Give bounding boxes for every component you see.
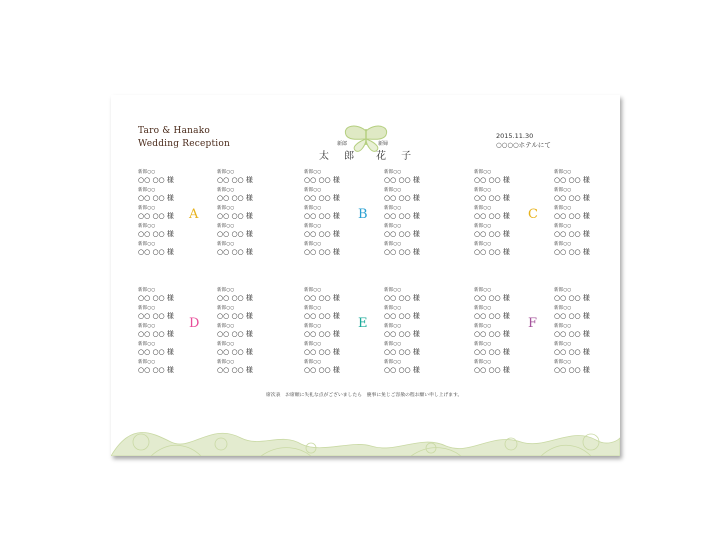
- guest-entry: [217, 188, 277, 205]
- guest-title: 新郎○○: [554, 170, 572, 175]
- guest-entry: [217, 170, 277, 187]
- guest-title: 新郎○○: [304, 342, 322, 347]
- guest-title: 新郎○○: [304, 170, 322, 175]
- table-label: B: [358, 207, 368, 222]
- guest-entry: [474, 288, 534, 305]
- guest-title: 新郎○○: [138, 188, 156, 193]
- guest-entry: [384, 306, 444, 323]
- guest-title: 新郎○○: [474, 342, 492, 347]
- guest-entry: [384, 360, 444, 377]
- guest-entry: [384, 170, 444, 187]
- guest-entry: [474, 170, 534, 187]
- guest-name: ○○ ○○ 様: [217, 248, 253, 256]
- guest-name: ○○ ○○ 様: [474, 230, 510, 238]
- guest-title: 新郎○○: [217, 188, 235, 193]
- guest-name: ○○ ○○ 様: [384, 294, 420, 302]
- guest-title: 新郎○○: [217, 288, 235, 293]
- guest-name: ○○ ○○ 様: [384, 194, 420, 202]
- guest-name: ○○ ○○ 様: [217, 194, 253, 202]
- guest-name: ○○ ○○ 様: [304, 366, 340, 374]
- guest-entry: [304, 306, 364, 323]
- guest-title: 新郎○○: [384, 170, 402, 175]
- guest-entry: [384, 188, 444, 205]
- guest-name: ○○ ○○ 様: [474, 348, 510, 356]
- guest-entry: [304, 324, 364, 341]
- guest-title: 新郎○○: [474, 242, 492, 247]
- guest-entry: [384, 206, 444, 223]
- guest-title: 新郎○○: [138, 324, 156, 329]
- guest-entry: [554, 342, 614, 359]
- guest-title: 新郎○○: [304, 324, 322, 329]
- reception-title: Wedding Reception: [138, 139, 231, 149]
- guest-name: ○○ ○○ 様: [554, 348, 590, 356]
- table-label: D: [189, 316, 200, 331]
- guest-entry: [554, 288, 614, 305]
- guest-title: 新郎○○: [384, 188, 402, 193]
- guest-title: 新郎○○: [304, 288, 322, 293]
- guest-title: 新郎○○: [474, 224, 492, 229]
- guest-entry: [474, 224, 534, 241]
- guest-title: 新郎○○: [217, 342, 235, 347]
- guest-name: ○○ ○○ 様: [304, 348, 340, 356]
- guest-entry: [138, 360, 198, 377]
- guest-title: 新郎○○: [138, 206, 156, 211]
- guest-name: ○○ ○○ 様: [554, 194, 590, 202]
- guest-title: 新郎○○: [384, 360, 402, 365]
- guest-entry: [554, 224, 614, 241]
- bride-role: 新婦: [378, 141, 389, 147]
- table-label: A: [189, 207, 199, 222]
- guest-entry: [554, 360, 614, 377]
- guest-title: 新郎○○: [138, 360, 156, 365]
- guest-title: 新郎○○: [138, 224, 156, 229]
- guest-entry: [217, 306, 277, 323]
- guest-title: 新郎○○: [474, 170, 492, 175]
- footer-notice: 席次表 お席順に失礼な点がございましたら 慶事に免じご容赦の程お願い申し上げます。: [266, 393, 463, 398]
- guest-entry: [138, 242, 198, 259]
- guest-title: 新郎○○: [384, 206, 402, 211]
- guest-name: ○○ ○○ 様: [474, 330, 510, 338]
- guest-entry: [384, 242, 444, 259]
- guest-name: ○○ ○○ 様: [138, 194, 174, 202]
- guest-entry: [304, 206, 364, 223]
- bride-name: 花 子: [376, 151, 418, 162]
- guest-name: ○○ ○○ 様: [474, 312, 510, 320]
- guest-name: ○○ ○○ 様: [554, 230, 590, 238]
- guest-entry: [217, 360, 277, 377]
- guest-name: ○○ ○○ 様: [304, 248, 340, 256]
- guest-entry: [217, 342, 277, 359]
- guest-name: ○○ ○○ 様: [217, 312, 253, 320]
- guest-name: ○○ ○○ 様: [384, 176, 420, 184]
- guest-entry: [474, 360, 534, 377]
- guest-entry: [554, 188, 614, 205]
- guest-name: ○○ ○○ 様: [304, 230, 340, 238]
- guest-entry: [217, 324, 277, 341]
- guest-name: ○○ ○○ 様: [474, 294, 510, 302]
- guest-entry: [474, 306, 534, 323]
- guest-title: 新郎○○: [138, 306, 156, 311]
- guest-title: 新郎○○: [474, 306, 492, 311]
- event-date: 2015.11.30: [496, 132, 534, 140]
- guest-entry: [217, 224, 277, 241]
- guest-name: ○○ ○○ 様: [384, 230, 420, 238]
- guest-name: ○○ ○○ 様: [138, 366, 174, 374]
- guest-name: ○○ ○○ 様: [474, 194, 510, 202]
- table-label: C: [528, 207, 538, 222]
- guest-name: ○○ ○○ 様: [384, 366, 420, 374]
- guest-entry: [554, 242, 614, 259]
- guest-title: 新郎○○: [554, 324, 572, 329]
- guest-entry: [304, 360, 364, 377]
- guest-entry: [138, 170, 198, 187]
- guest-entry: [304, 188, 364, 205]
- couple-names: Taro & Hanako: [138, 126, 210, 136]
- guest-title: 新郎○○: [217, 224, 235, 229]
- guest-title: 新郎○○: [474, 360, 492, 365]
- guest-name: ○○ ○○ 様: [217, 212, 253, 220]
- guest-entry: [384, 224, 444, 241]
- guest-name: ○○ ○○ 様: [304, 176, 340, 184]
- guest-name: ○○ ○○ 様: [384, 348, 420, 356]
- guest-entry: [554, 170, 614, 187]
- guest-entry: [554, 306, 614, 323]
- guest-entry: [384, 324, 444, 341]
- guest-name: ○○ ○○ 様: [138, 212, 174, 220]
- guest-entry: [304, 224, 364, 241]
- couple-title: [138, 125, 230, 151]
- guest-name: ○○ ○○ 様: [384, 330, 420, 338]
- guest-name: ○○ ○○ 様: [217, 348, 253, 356]
- guest-name: ○○ ○○ 様: [304, 194, 340, 202]
- guest-name: ○○ ○○ 様: [138, 312, 174, 320]
- guest-title: 新郎○○: [138, 242, 156, 247]
- guest-name: ○○ ○○ 様: [554, 176, 590, 184]
- guest-entry: [217, 206, 277, 223]
- guest-title: 新郎○○: [217, 170, 235, 175]
- guest-name: ○○ ○○ 様: [554, 312, 590, 320]
- guest-name: ○○ ○○ 様: [138, 248, 174, 256]
- guest-title: 新郎○○: [474, 206, 492, 211]
- guest-title: 新郎○○: [474, 288, 492, 293]
- guest-entry: [474, 206, 534, 223]
- guest-title: 新郎○○: [217, 206, 235, 211]
- guest-title: 新郎○○: [384, 288, 402, 293]
- guest-title: 新郎○○: [474, 188, 492, 193]
- guest-title: 新郎○○: [138, 288, 156, 293]
- guest-name: ○○ ○○ 様: [138, 230, 174, 238]
- guest-title: 新郎○○: [554, 288, 572, 293]
- event-venue: ○○○○ホテルにて: [496, 141, 551, 149]
- guest-name: ○○ ○○ 様: [217, 294, 253, 302]
- guest-title: 新郎○○: [304, 188, 322, 193]
- guest-entry: [554, 206, 614, 223]
- guest-name: ○○ ○○ 様: [304, 312, 340, 320]
- guest-name: ○○ ○○ 様: [384, 248, 420, 256]
- guest-name: ○○ ○○ 様: [554, 330, 590, 338]
- guest-entry: [474, 324, 534, 341]
- guest-name: ○○ ○○ 様: [304, 330, 340, 338]
- guest-name: ○○ ○○ 様: [474, 176, 510, 184]
- guest-title: 新郎○○: [217, 324, 235, 329]
- guest-title: 新郎○○: [554, 188, 572, 193]
- guest-name: ○○ ○○ 様: [138, 330, 174, 338]
- guest-name: ○○ ○○ 様: [217, 330, 253, 338]
- guest-entry: [384, 342, 444, 359]
- guest-title: 新郎○○: [384, 324, 402, 329]
- guest-entry: [474, 242, 534, 259]
- guest-title: 新郎○○: [384, 342, 402, 347]
- table-label: E: [358, 316, 368, 331]
- guest-title: 新郎○○: [217, 242, 235, 247]
- guest-entry: [217, 288, 277, 305]
- guest-name: ○○ ○○ 様: [554, 248, 590, 256]
- seating-chart-card: [111, 95, 620, 456]
- guest-entry: [138, 188, 198, 205]
- guest-entry: [138, 288, 198, 305]
- guest-name: ○○ ○○ 様: [304, 212, 340, 220]
- guest-entry: [304, 288, 364, 305]
- guest-title: 新郎○○: [217, 360, 235, 365]
- guest-title: 新郎○○: [304, 224, 322, 229]
- guest-title: 新郎○○: [304, 206, 322, 211]
- guest-name: ○○ ○○ 様: [304, 294, 340, 302]
- guest-name: ○○ ○○ 様: [474, 248, 510, 256]
- event-info: [496, 132, 551, 150]
- guest-entry: [304, 342, 364, 359]
- guest-title: 新郎○○: [384, 306, 402, 311]
- guest-title: 新郎○○: [384, 224, 402, 229]
- guest-name: ○○ ○○ 様: [554, 294, 590, 302]
- guest-name: ○○ ○○ 様: [217, 230, 253, 238]
- guest-name: ○○ ○○ 様: [217, 366, 253, 374]
- guest-title: 新郎○○: [554, 224, 572, 229]
- guest-title: 新郎○○: [304, 360, 322, 365]
- guest-name: ○○ ○○ 様: [384, 312, 420, 320]
- guest-title: 新郎○○: [304, 242, 322, 247]
- guest-title: 新郎○○: [217, 306, 235, 311]
- guest-title: 新郎○○: [554, 360, 572, 365]
- guest-name: ○○ ○○ 様: [474, 366, 510, 374]
- guest-entry: [138, 342, 198, 359]
- guest-entry: [384, 288, 444, 305]
- guest-title: 新郎○○: [474, 324, 492, 329]
- guest-name: ○○ ○○ 様: [474, 212, 510, 220]
- groom-name: 太 郎: [319, 151, 361, 162]
- guest-entry: [474, 342, 534, 359]
- guest-name: ○○ ○○ 様: [217, 176, 253, 184]
- guest-name: ○○ ○○ 様: [138, 294, 174, 302]
- guest-entry: [554, 324, 614, 341]
- guest-title: 新郎○○: [138, 342, 156, 347]
- guest-title: 新郎○○: [304, 306, 322, 311]
- guest-name: ○○ ○○ 様: [384, 212, 420, 220]
- guest-entry: [138, 224, 198, 241]
- guest-name: ○○ ○○ 様: [554, 212, 590, 220]
- guest-entry: [474, 188, 534, 205]
- guest-entry: [304, 170, 364, 187]
- floral-ornament-icon: [111, 412, 620, 456]
- guest-name: ○○ ○○ 様: [554, 366, 590, 374]
- guest-title: 新郎○○: [554, 206, 572, 211]
- guest-title: 新郎○○: [384, 242, 402, 247]
- guest-title: 新郎○○: [554, 342, 572, 347]
- guest-entry: [304, 242, 364, 259]
- table-label: F: [528, 316, 538, 331]
- guest-name: ○○ ○○ 様: [138, 176, 174, 184]
- guest-title: 新郎○○: [554, 306, 572, 311]
- guest-entry: [217, 242, 277, 259]
- guest-title: 新郎○○: [138, 170, 156, 175]
- guest-title: 新郎○○: [554, 242, 572, 247]
- guest-name: ○○ ○○ 様: [138, 348, 174, 356]
- groom-role: 新郎: [337, 141, 348, 147]
